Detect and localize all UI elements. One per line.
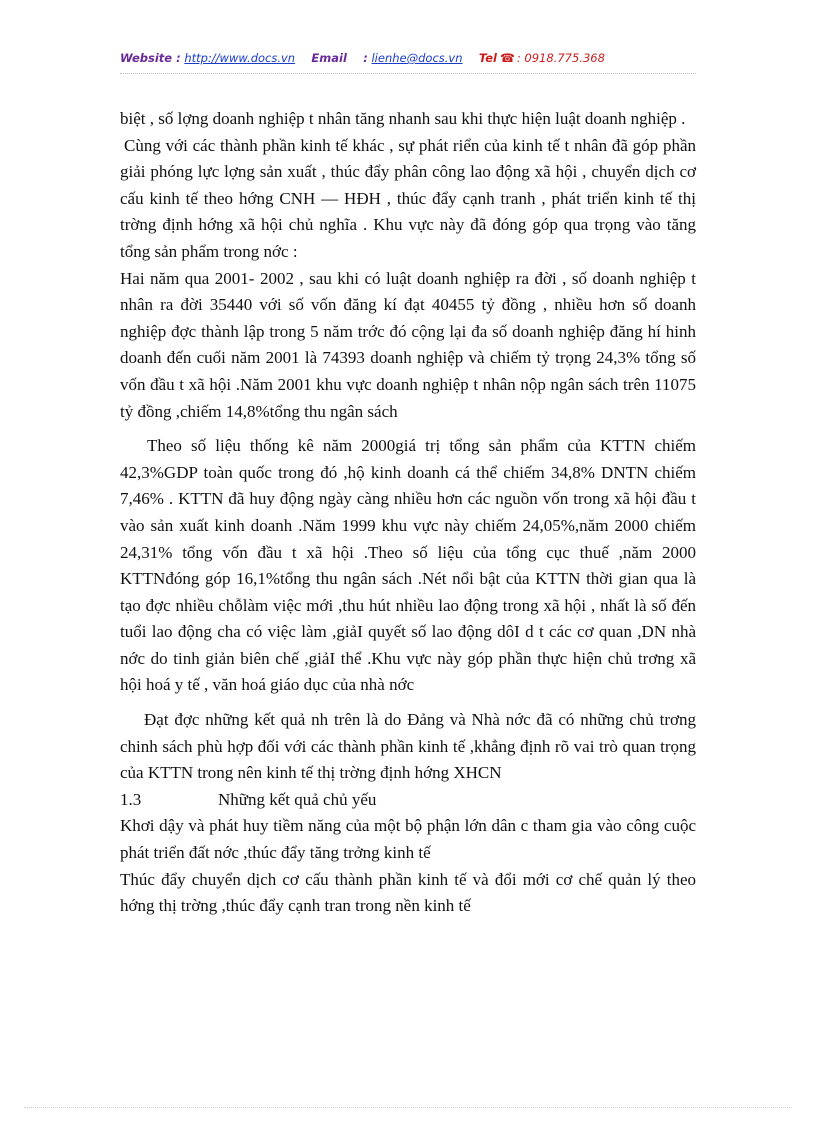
paragraph: Thúc đẩy chuyển dịch cơ cấu thành phần kinh tế và đổi mới cơ chế quản lý theo hớng thị trờng ,thúc đẩy cạnh tran trong nền kinh tế [120,869,696,916]
section-title: Những kết quả chủ yếu [218,789,377,809]
paragraph: Theo số liệu thống kê năm 2000giá trị tổng sản phẩm của KTTN chiếm 42,3%GDP toàn quốc trong đó ,hộ kinh doanh cá thể chiếm 34,8% DNTN chiếm 7,46% . KTTN đã huy động ngày càng nhiều hơn các nguồn vốn trong xã hội đầu t vào sản xuất kinh doanh .Năm 1999 khu vực này chiếm 24,05%,năm 2000 chiếm 24,31% tổng vốn đầu t xã hội .Theo số liệu của tổng cục thuế ,năm 2000 KTTNđóng góp 16,1%tổng thu ngân sách .Nét nổi bật của KTTN thời gian qua là tạo đợc nhiều chỗlàm việc mới ,thu hút nhiều lao động trong xã hội , nhất là số đến tuổi lao động cha có việc làm ,giảI quyết số lao động dôI d t các cơ quan ,DN nhà nớc do tinh giản biên chế ,giảI thể .Khu vực này góp phần thực hiện chủ trơng xã hội hoá y tế , văn hoá giáo dục của nhà nớc [120,436,696,695]
section-number: 1.3 [120,789,142,809]
website-link[interactable]: http://www.docs.vn [184,51,296,65]
document-body [120,106,696,920]
header-divider [120,73,696,74]
tel-label: Tel [478,51,497,65]
website-label: Website : [120,51,181,65]
footer-divider [24,1107,792,1108]
paragraph: Khơi dậy và phát huy tiềm năng của một bộ phận lớn dân c tham gia vào công cuộc phát triển đất nớc ,thúc đẩy tăng trởng kinh tế [120,816,696,863]
section-heading [120,787,696,814]
phone-icon: ☎ [499,51,515,65]
paragraph: biệt , số lợng doanh nghiệp t nhân tăng nhanh sau khi thực hiện luật doanh nghiệp . [120,109,686,128]
email-label: Email [311,51,347,65]
tel-value: : 0918.775.368 [516,51,605,65]
paragraph: Hai năm qua 2001- 2002 , sau khi có luật doanh nghiệp ra đời , số doanh nghiệp t nhân ra đời 35440 với số vốn đăng kí đạt 40455 tỷ đồng , nhiều hơn số doanh nghiệp đợc thành lập trong 5 năm trớc đó cộng lại đa số doanh nghiệp đăng hí hinh doanh đến cuối năm 2001 là 74393 doanh nghiệp và chiếm tỷ trọng 24,3% tổng số vốn đầu t xã hội .Năm 2001 khu vực doanh nghiệp t nhân nộp ngân sách trên 11075 tỷ đồng ,chiếm 14,8%tổng thu ngân sách [120,268,696,421]
paragraph: Cùng với các thành phần kinh tế khác , sự phát riển của kinh tế t nhân đã góp phần giải phóng lực lợng sản xuất , thúc đẩy phân công lao động xã hội , chuyển dịch cơ cấu kinh tế theo hớng CNH — HĐH , thúc đẩy cạnh tranh , phát triển kinh tế thị trờng định hớng xã hội chủ nghĩa . Khu vực này đã đóng góp qua trọng vào tăng tổng sản phẩm trong nớc : [120,135,696,261]
email-separator: : [363,51,368,65]
email-link[interactable]: lienhe@docs.vn [371,51,463,65]
paragraph: Đạt đợc những kết quả nh trên là do Đảng và Nhà nớc đã có những chủ trơng chinh sách phù hợp đối với các thành phần kinh tế ,khẳng định rõ vai trò quan trọng của KTTN trong nên kinh tế thị trờng định hớng XHCN [120,710,696,783]
page-header [120,51,605,65]
